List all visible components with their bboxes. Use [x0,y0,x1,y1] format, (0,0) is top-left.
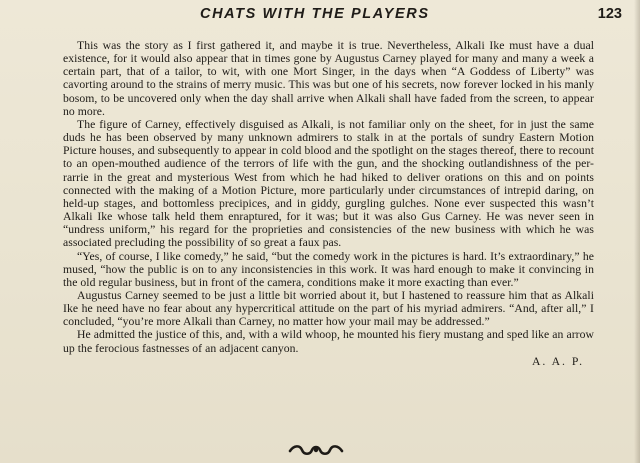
paragraph-1: This was the story as I first gathered it, and maybe it is true. Nevertheless, Alkali Ike must have a dual existence, for it would also appear that in times gone by Augustus Carney played for many and many a week a certain part, that of a tailor, to wit, with one Mort Singer, in the days when “A Goddess of Liberty” was cavorting around to the strains of merry music. This was but one of his secrets, now forever locked in his manly bosom, to be uncovered only when the day shall arrive when Alkali shall have faded from the screen, to appear no more. [63,39,594,118]
article-body [63,39,594,368]
scroll-flourish-icon [286,443,346,457]
paragraph-4: Augustus Carney seemed to be just a little bit worried about it, but I hastened to reassure him that as Alkali Ike he need have no fear about any hypercritical attitude on the part of his myriad admirers. “And, after all,” I concluded, “you’re more Alkali than Carney, no matter how your mail may be addressed.” [63,288,594,329]
page-edge-shadow [634,0,640,463]
paragraph-5: He admitted the justice of this, and, with a wild whoop, he mounted his fiery mustang and sped like an arrow up the ferocious fastnesses of an adjacent canyon. [63,328,594,355]
running-title: CHATS WITH THE PLAYERS [200,6,430,22]
page-number: 123 [597,6,622,22]
author-signature: A. A. P. [531,354,584,368]
paragraph-2: The figure of Carney, effectively disguised as Alkali, is not familiar only on the sheet, for in just the same duds he has been observed by many unknown admirers to stalk in at the portals of sundry Eastern Motion Picture houses, and subsequently to appear in cold blood and the spotlight on the stages thereof, there to recount to an open-mouthed audience of the terrors of life with the gun, and the shocking outlandishness of the per-rarrie in the great and mysterious West from which he had hiked to deliver orations on this and on points connected with the making of a Motion Picture, more particularly under circumstances of intrepid daring, on held-up stages, and bottomless precipices, and in giddy, gurgling gulches. None ever suspected this wasn’t Alkali Ike whose talk held them enraptured, for it was; but it was also Gus Carney. He was never seen in “undress uniform,” his regard for the proprieties and consistencies of the new business with which he was associated precluding the possibility of so great a faux pas. [63,117,594,250]
page-header [64,6,622,26]
paragraph-3: “Yes, of course, I like comedy,” he said, “but the comedy work in the pictures is hard. It’s extraordinary,” he mused, “how the public is on to any inconsistencies in this work. It was hard enough to make it convincing in the old regular business, but in front of the camera, conditions make it more exacting than ever.” [63,249,594,289]
